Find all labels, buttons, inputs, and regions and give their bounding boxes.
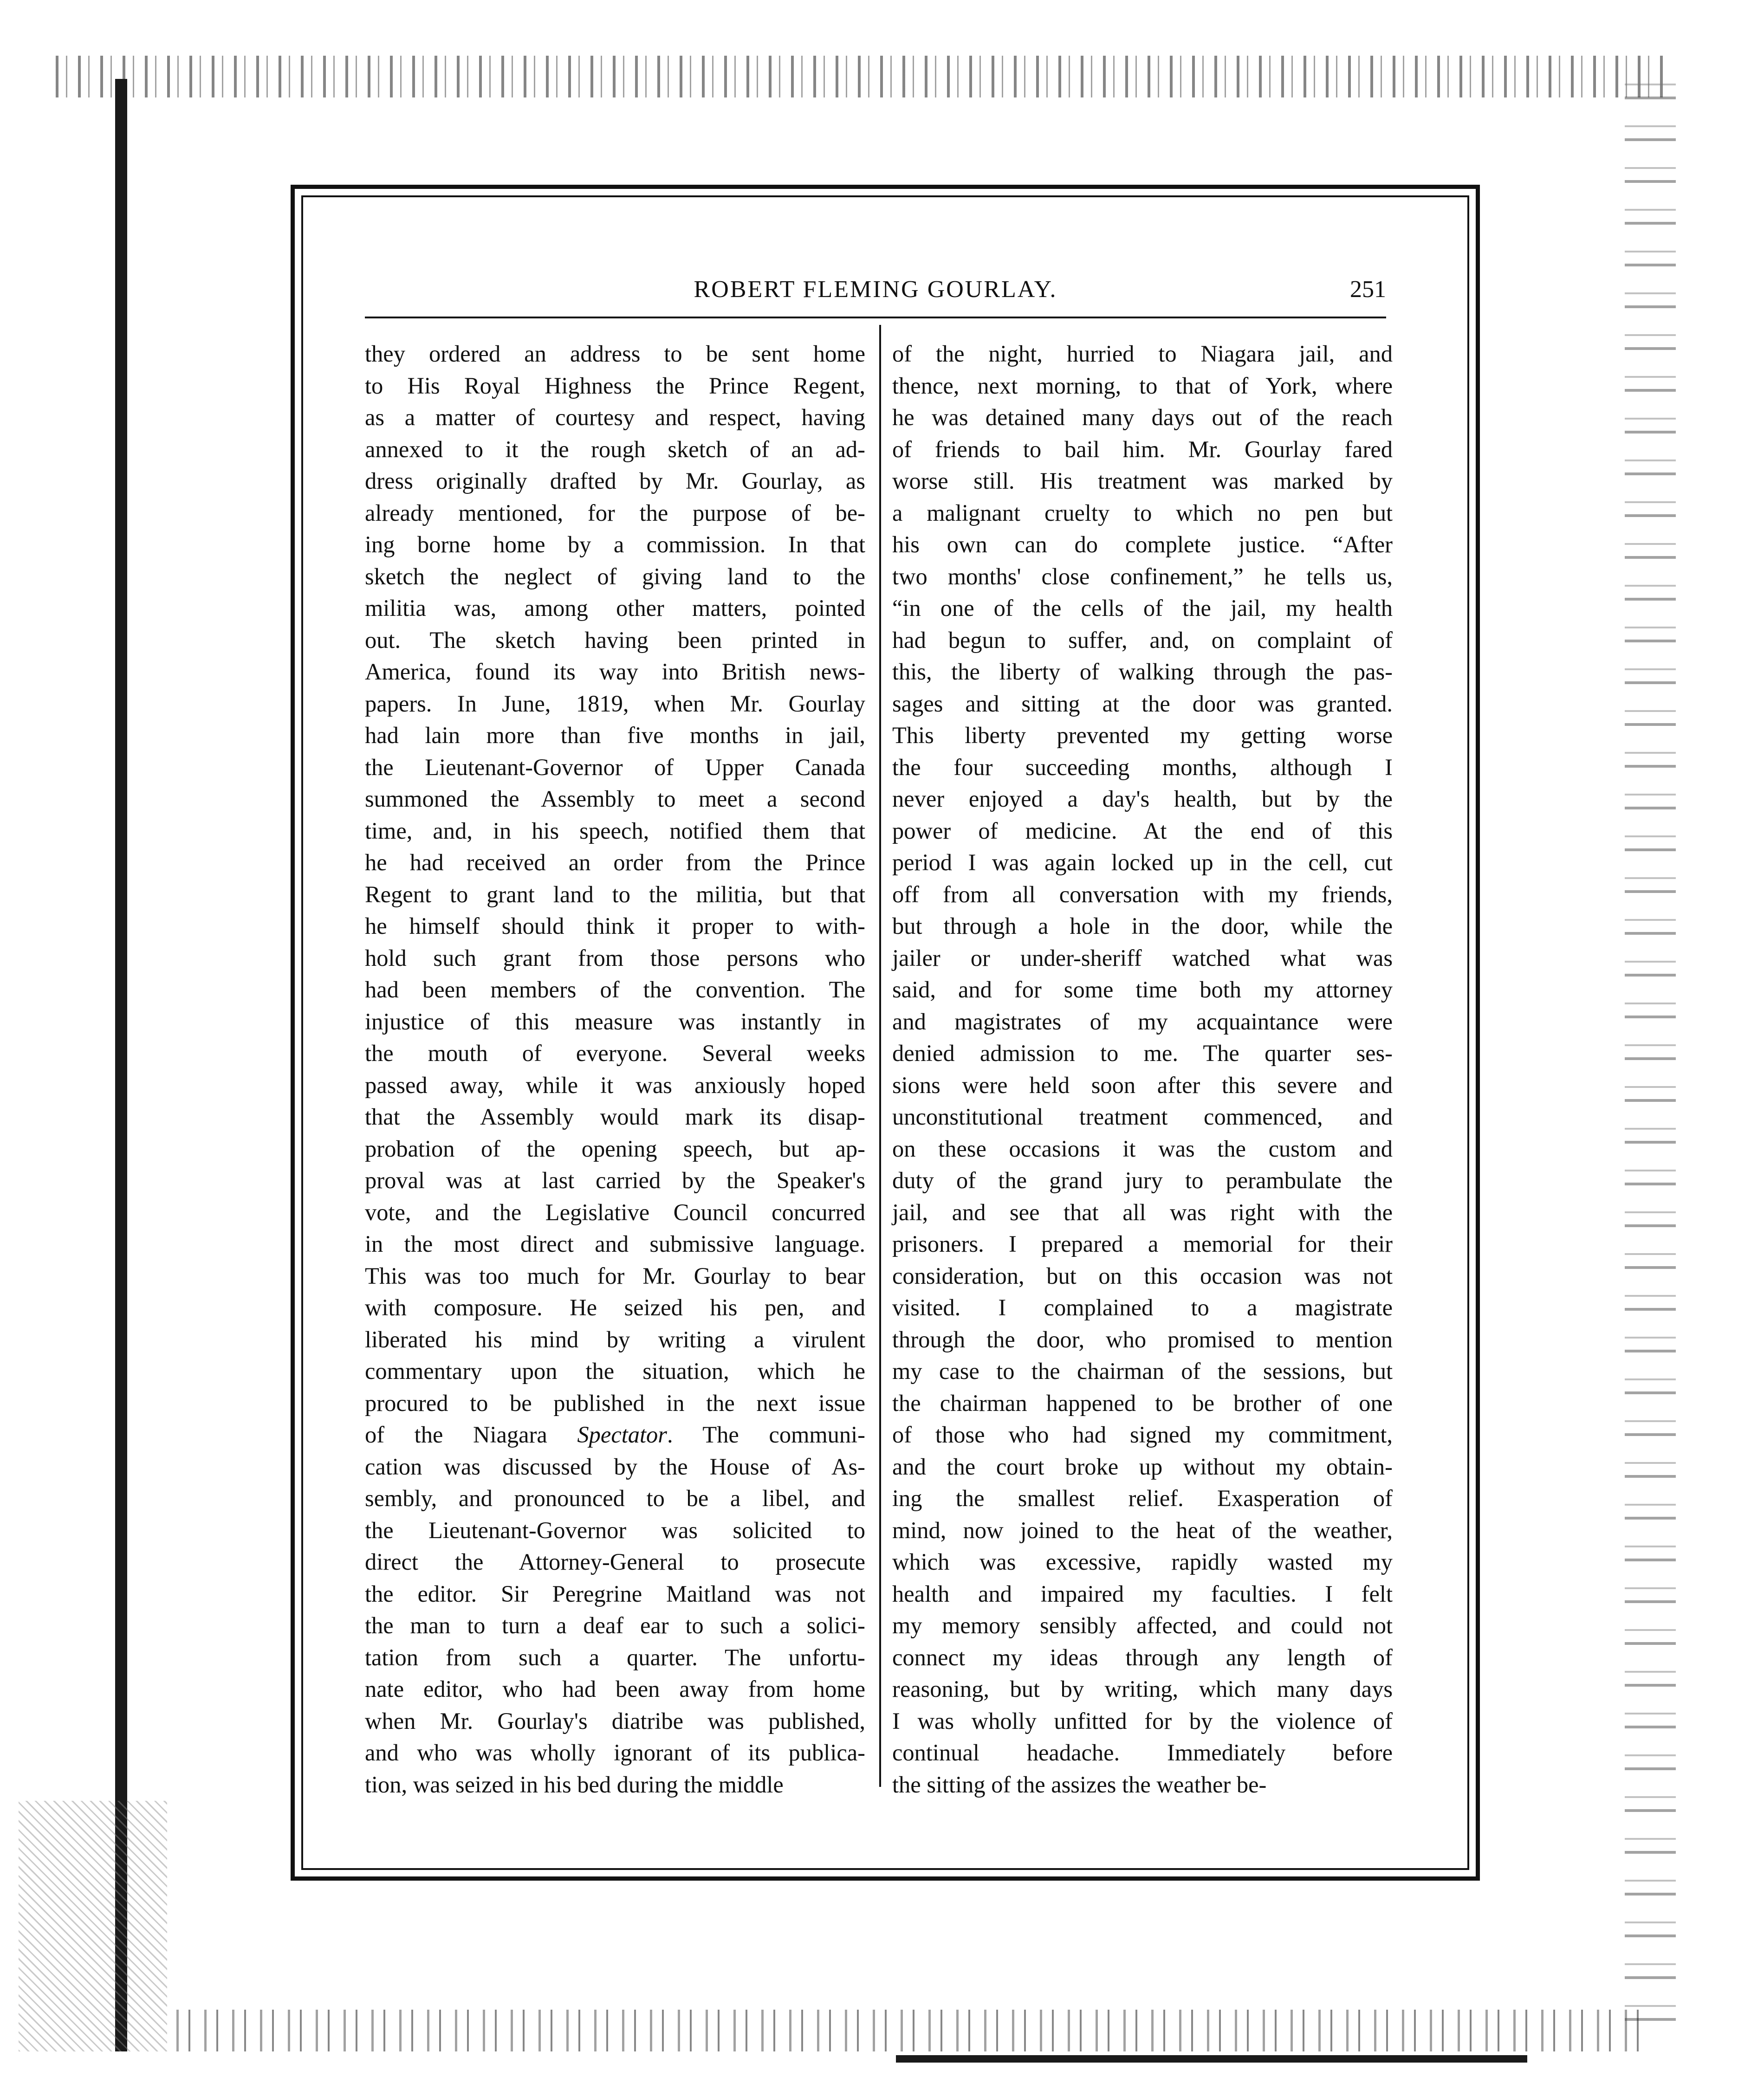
text-line: mind, now joined to the heat of the weather, — [892, 1517, 1393, 1543]
text-line: to His Royal Highness the Prince Regent, — [365, 372, 865, 399]
text-line: liberated his mind by writing a virulent — [365, 1326, 865, 1352]
scan-noise-bottom-left — [19, 1801, 167, 2051]
text-line: never enjoyed a day's health, but by the — [892, 786, 1393, 812]
text-line: I was wholly unfitted for by the violence of — [892, 1708, 1393, 1734]
text-line: militia was, among other matters, pointed — [365, 595, 865, 621]
text-line: had been members of the convention. The — [365, 977, 865, 1003]
text-line: period I was again locked up in the cell, cut — [892, 849, 1393, 875]
text-line: of friends to bail him. Mr. Gourlay fared — [892, 436, 1393, 462]
text-line: reasoning, but by writing, which many days — [892, 1676, 1393, 1702]
text-line: of the Niagara Spectator. The communi- — [365, 1422, 865, 1448]
text-line: a malignant cruelty to which no pen but — [892, 499, 1393, 526]
text-line: as a matter of courtesy and respect, having — [365, 404, 865, 430]
text-line: vote, and the Legislative Council concurred — [365, 1199, 865, 1225]
text-line: and who was wholly ignorant of its publica- — [365, 1740, 865, 1766]
header-rule — [365, 317, 1386, 318]
scan-noise-top — [56, 56, 1667, 97]
text-line: tation from such a quarter. The unfortu- — [365, 1644, 865, 1670]
text-line: This was too much for Mr. Gourlay to bear — [365, 1262, 865, 1289]
text-line: commentary upon the situation, which he — [365, 1358, 865, 1384]
text-line: duty of the grand jury to perambulate the — [892, 1167, 1393, 1193]
text-line: had lain more than five months in jail, — [365, 722, 865, 748]
text-line: Regent to grant land to the militia, but that — [365, 881, 865, 907]
text-line: prisoners. I prepared a memorial for their — [892, 1231, 1393, 1257]
text-line: probation of the opening speech, but ap- — [365, 1135, 865, 1162]
running-title: ROBERT FLEMING GOURLAY. — [694, 276, 1057, 303]
text-line: health and impaired my faculties. I felt — [892, 1580, 1393, 1607]
text-line: off from all conversation with my friends, — [892, 881, 1393, 907]
text-line: worse still. His treatment was marked by — [892, 468, 1393, 494]
text-line: visited. I complained to a magistrate — [892, 1294, 1393, 1320]
text-line: thence, next morning, to that of York, where — [892, 372, 1393, 399]
text-line: direct the Attorney-General to prosecute — [365, 1549, 865, 1575]
text-line: of those who had signed my commitment, — [892, 1422, 1393, 1448]
scan-noise-bottom — [176, 2010, 1653, 2051]
text-line: my memory sensibly affected, and could not — [892, 1612, 1393, 1638]
running-head — [365, 271, 1386, 308]
scan-bottom-bar — [896, 2055, 1527, 2063]
text-line: ing the smallest relief. Exasperation of — [892, 1485, 1393, 1511]
text-line: denied admission to me. The quarter ses- — [892, 1040, 1393, 1066]
text-line: out. The sketch having been printed in — [365, 627, 865, 653]
text-line: time, and, in his speech, notified them that — [365, 817, 865, 844]
text-line: This liberty prevented my getting worse — [892, 722, 1393, 748]
text-line: nate editor, who had been away from home — [365, 1676, 865, 1702]
text-line: the sitting of the assizes the weather be- — [892, 1771, 1267, 1798]
text-line: and magistrates of my acquaintance were — [892, 1008, 1393, 1035]
text-line: two months' close confinement,” he tells us, — [892, 563, 1393, 589]
text-line: the mouth of everyone. Several weeks — [365, 1040, 865, 1066]
text-line: that the Assembly would mark its disap- — [365, 1104, 865, 1130]
text-line: cation was discussed by the House of As- — [365, 1453, 865, 1480]
text-line: sions were held soon after this severe and — [892, 1072, 1393, 1098]
right-column — [892, 338, 1393, 1800]
text-line: tion, was seized in his bed during the middle — [365, 1771, 784, 1798]
text-line: when Mr. Gourlay's diatribe was published, — [365, 1708, 865, 1734]
text-line: unconstitutional treatment commenced, and — [892, 1104, 1393, 1130]
scan-noise-right — [1625, 84, 1676, 2033]
text-line: he had received an order from the Prince — [365, 849, 865, 875]
text-line: the Lieutenant-Governor was solicited to — [365, 1517, 865, 1543]
text-line: “in one of the cells of the jail, my health — [892, 595, 1393, 621]
text-line: he himself should think it proper to with- — [365, 913, 865, 939]
text-line: the chairman happened to be brother of one — [892, 1390, 1393, 1416]
text-line: this, the liberty of walking through the pas- — [892, 659, 1393, 685]
text-line: already mentioned, for the purpose of be- — [365, 499, 865, 526]
text-line: injustice of this measure was instantly in — [365, 1008, 865, 1035]
text-line: of the night, hurried to Niagara jail, and — [892, 341, 1393, 367]
text-line: power of medicine. At the end of this — [892, 817, 1393, 844]
text-line: but through a hole in the door, while the — [892, 913, 1393, 939]
text-line: which was excessive, rapidly wasted my — [892, 1549, 1393, 1575]
text-line: the editor. Sir Peregrine Maitland was not — [365, 1580, 865, 1607]
text-line: passed away, while it was anxiously hoped — [365, 1072, 865, 1098]
text-line: summoned the Assembly to meet a second — [365, 786, 865, 812]
text-line: connect my ideas through any length of — [892, 1644, 1393, 1670]
text-line: and the court broke up without my obtain- — [892, 1453, 1393, 1480]
text-line: annexed to it the rough sketch of an ad- — [365, 436, 865, 462]
scan-binding-edge — [115, 79, 127, 2051]
text-line: sketch the neglect of giving land to the — [365, 563, 865, 589]
text-line: said, and for some time both my attorney — [892, 977, 1393, 1003]
text-line: ing borne home by a commission. In that — [365, 531, 865, 557]
page-number: 251 — [1350, 276, 1386, 303]
text-line: hold such grant from those persons who — [365, 944, 865, 971]
text-line: in the most direct and submissive language. — [365, 1231, 865, 1257]
text-line: sages and sitting at the door was granted. — [892, 690, 1393, 717]
text-line: sembly, and pronounced to be a libel, and — [365, 1485, 865, 1511]
column-divider — [879, 325, 881, 1787]
text-line: my case to the chairman of the sessions, but — [892, 1358, 1393, 1384]
text-line: consideration, but on this occasion was not — [892, 1262, 1393, 1289]
text-line: he was detained many days out of the reach — [892, 404, 1393, 430]
text-line: proval was at last carried by the Speaker's — [365, 1167, 865, 1193]
text-line: continual headache. Immediately before — [892, 1740, 1393, 1766]
text-line: the Lieutenant-Governor of Upper Canada — [365, 754, 865, 780]
text-line: papers. In June, 1819, when Mr. Gourlay — [365, 690, 865, 717]
text-line: his own can do complete justice. “After — [892, 531, 1393, 557]
text-line: with composure. He seized his pen, and — [365, 1294, 865, 1320]
left-column — [365, 338, 865, 1800]
text-line: procured to be published in the next issue — [365, 1390, 865, 1416]
text-line: had begun to suffer, and, on complaint of — [892, 627, 1393, 653]
text-line: through the door, who promised to mention — [892, 1326, 1393, 1352]
text-line: the man to turn a deaf ear to such a solici- — [365, 1612, 865, 1638]
text-line: America, found its way into British news- — [365, 659, 865, 685]
text-line: they ordered an address to be sent home — [365, 341, 865, 367]
text-line: jail, and see that all was right with the — [892, 1199, 1393, 1225]
text-line: jailer or under-sheriff watched what was — [892, 944, 1393, 971]
text-line: the four succeeding months, although I — [892, 754, 1393, 780]
text-line: on these occasions it was the custom and — [892, 1135, 1393, 1162]
text-line: dress originally drafted by Mr. Gourlay, as — [365, 468, 865, 494]
